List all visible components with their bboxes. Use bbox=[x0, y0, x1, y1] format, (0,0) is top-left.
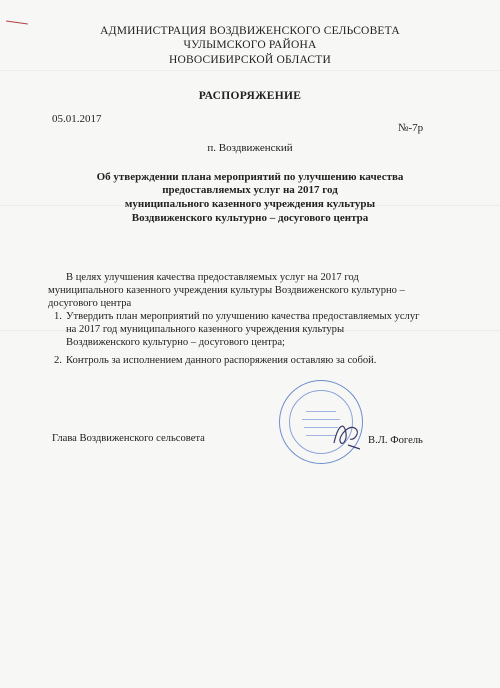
list-item-2-line-1: Контроль за исполнением данного распоряжения оставляю за собой. bbox=[66, 355, 377, 366]
document-number: №-7р bbox=[398, 122, 424, 134]
subject-line-3: муниципального казенного учреждения культуры bbox=[124, 198, 376, 210]
list-item-number: 2. bbox=[54, 355, 62, 366]
subject-line-2: предоставляемых услуг на 2017 год bbox=[162, 184, 338, 196]
document-type: РАСПОРЯЖЕНИЕ bbox=[198, 90, 302, 102]
preamble-line-2: муниципального казенного учреждения культуры Воздвиженского культурно – bbox=[48, 285, 405, 296]
subject-line-1: Об утверждении плана мероприятий по улучшению качества bbox=[96, 171, 404, 183]
list-item-1-line-2: на 2017 год муниципального казенного учреждения культуры bbox=[66, 324, 345, 335]
signatory-position: Глава Воздвиженского сельсовета bbox=[52, 433, 205, 444]
subject-line-4: Воздвиженского культурно – досугового центра bbox=[131, 212, 369, 224]
signatory-name: В.Л. Фогель bbox=[368, 435, 423, 446]
document-date: 05.01.2017 bbox=[52, 113, 102, 125]
place: п. Воздвиженский bbox=[207, 142, 293, 154]
scan-artifact bbox=[0, 70, 500, 71]
seal-text-line bbox=[306, 411, 336, 412]
list-item-1-line-1: Утвердить план мероприятий по улучшению качества предоставляемых услуг bbox=[66, 311, 420, 322]
handwritten-signature bbox=[330, 415, 366, 455]
org-name-line-2: ЧУЛЫМСКОГО РАЙОНА bbox=[183, 39, 317, 51]
list-item-number: 1. bbox=[54, 311, 62, 322]
org-name-line-3: НОВОСИБИРСКОЙ ОБЛАСТИ bbox=[168, 54, 332, 66]
preamble-line-3: досугового центра bbox=[48, 298, 132, 309]
org-name-line-1: АДМИНИСТРАЦИЯ ВОЗДВИЖЕНСКОГО СЕЛЬСОВЕТА bbox=[100, 25, 400, 37]
preamble-line-1: В целях улучшения качества предоставляемых услуг на 2017 год bbox=[66, 272, 359, 283]
list-item-1-line-3: Воздвиженского культурно – досугового центра; bbox=[66, 337, 285, 348]
